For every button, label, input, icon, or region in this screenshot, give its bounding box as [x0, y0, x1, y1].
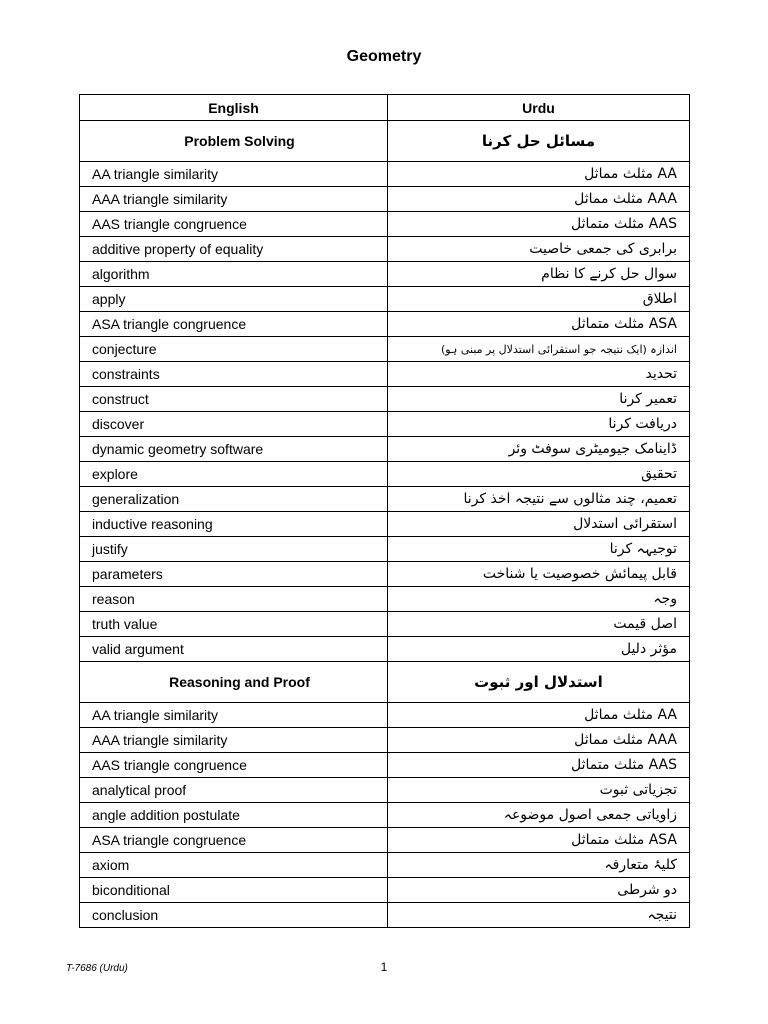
- table-header-row: [80, 95, 690, 121]
- table-row: [80, 162, 690, 187]
- term-urdu: AA مثلث مماثل: [388, 703, 690, 728]
- table-row: [80, 287, 690, 312]
- term-urdu: AAA مثلث مماثل: [388, 187, 690, 212]
- term-english: AAS triangle congruence: [80, 753, 388, 778]
- section-title-urdu: مسائل حل کرنا: [388, 121, 690, 162]
- table-row: [80, 462, 690, 487]
- table-row: [80, 637, 690, 662]
- term-english: constraints: [80, 362, 388, 387]
- term-urdu: تحدید: [388, 362, 690, 387]
- term-urdu: وجہ: [388, 587, 690, 612]
- term-urdu: AA مثلث مماثل: [388, 162, 690, 187]
- term-urdu: مؤثر دلیل: [388, 637, 690, 662]
- term-urdu: سوال حل کرنے کا نظام: [388, 262, 690, 287]
- term-urdu: ASA مثلث متماثل: [388, 312, 690, 337]
- term-english: reason: [80, 587, 388, 612]
- table-row: [80, 587, 690, 612]
- table-row: [80, 512, 690, 537]
- table-row: [80, 487, 690, 512]
- term-english: axiom: [80, 853, 388, 878]
- term-urdu: دریافت کرنا: [388, 412, 690, 437]
- term-urdu: دو شرطی: [388, 878, 690, 903]
- term-english: angle addition postulate: [80, 803, 388, 828]
- term-urdu: تعمیم، چند مثالوں سے نتیجہ اخذ کرنا: [388, 487, 690, 512]
- table-row: [80, 703, 690, 728]
- table-row: [80, 312, 690, 337]
- document-code: T-7686 (Urdu): [66, 963, 128, 974]
- glossary-table: [79, 94, 690, 928]
- term-english: AA triangle similarity: [80, 162, 388, 187]
- term-urdu: اصل قیمت: [388, 612, 690, 637]
- table-row: [80, 903, 690, 928]
- section-title-english: Problem Solving: [80, 121, 388, 162]
- term-urdu: AAA مثلث مماثل: [388, 728, 690, 753]
- table-row: [80, 212, 690, 237]
- term-urdu: ڈاینامک جیومیٹری سوفٹ وئر: [388, 437, 690, 462]
- table-row: [80, 262, 690, 287]
- table-row: [80, 803, 690, 828]
- term-english: AAA triangle similarity: [80, 187, 388, 212]
- term-english: generalization: [80, 487, 388, 512]
- term-english: conclusion: [80, 903, 388, 928]
- term-urdu: ASA مثلث متماثل: [388, 828, 690, 853]
- table-row: [80, 562, 690, 587]
- term-english: biconditional: [80, 878, 388, 903]
- term-english: AAS triangle congruence: [80, 212, 388, 237]
- column-header-urdu: Urdu: [388, 95, 690, 121]
- table-row: [80, 878, 690, 903]
- term-english: ASA triangle congruence: [80, 312, 388, 337]
- term-english: AA triangle similarity: [80, 703, 388, 728]
- table-row: [80, 337, 690, 362]
- term-urdu: قابل پیمائش خصوصیت یا شناخت: [388, 562, 690, 587]
- term-urdu: تعمیر کرنا: [388, 387, 690, 412]
- table-row: [80, 387, 690, 412]
- table-row: [80, 537, 690, 562]
- term-english: valid argument: [80, 637, 388, 662]
- term-english: analytical proof: [80, 778, 388, 803]
- term-english: explore: [80, 462, 388, 487]
- term-urdu: توجیہہ کرنا: [388, 537, 690, 562]
- section-header-row: [80, 662, 690, 703]
- term-english: dynamic geometry software: [80, 437, 388, 462]
- table-row: [80, 828, 690, 853]
- column-header-english: English: [80, 95, 388, 121]
- section-title-urdu: استدلال اور ثبوت: [388, 662, 690, 703]
- term-urdu: زاویاتی جمعی اصول موضوعہ: [388, 803, 690, 828]
- page-title: Geometry: [346, 48, 422, 65]
- table-row: [80, 853, 690, 878]
- term-urdu: اطلاق: [388, 287, 690, 312]
- term-urdu: نتیجہ: [388, 903, 690, 928]
- table-row: [80, 753, 690, 778]
- term-urdu: اندازہ (ایک نتیجہ جو استقرائی استدلال پر مبنی ہو): [388, 337, 690, 362]
- table-row: [80, 437, 690, 462]
- term-urdu: AAS مثلث متماثل: [388, 753, 690, 778]
- term-english: discover: [80, 412, 388, 437]
- term-english: truth value: [80, 612, 388, 637]
- term-english: algorithm: [80, 262, 388, 287]
- term-english: ASA triangle congruence: [80, 828, 388, 853]
- table-row: [80, 612, 690, 637]
- page-number: 1: [380, 960, 388, 974]
- term-urdu: کلیۂ متعارفہ: [388, 853, 690, 878]
- term-english: additive property of equality: [80, 237, 388, 262]
- term-english: inductive reasoning: [80, 512, 388, 537]
- term-english: apply: [80, 287, 388, 312]
- term-english: conjecture: [80, 337, 388, 362]
- table-row: [80, 728, 690, 753]
- section-title-english: Reasoning and Proof: [80, 662, 388, 703]
- term-english: AAA triangle similarity: [80, 728, 388, 753]
- term-urdu: استقرائی استدلال: [388, 512, 690, 537]
- term-urdu: تحقیق: [388, 462, 690, 487]
- table-row: [80, 187, 690, 212]
- term-urdu: تجزیاتی ثبوت: [388, 778, 690, 803]
- section-header-row: [80, 121, 690, 162]
- table-row: [80, 778, 690, 803]
- table-row: [80, 412, 690, 437]
- table-row: [80, 362, 690, 387]
- term-urdu: AAS مثلث متماثل: [388, 212, 690, 237]
- term-urdu: برابری کی جمعی خاصیت: [388, 237, 690, 262]
- term-english: construct: [80, 387, 388, 412]
- table-row: [80, 237, 690, 262]
- term-english: parameters: [80, 562, 388, 587]
- term-english: justify: [80, 537, 388, 562]
